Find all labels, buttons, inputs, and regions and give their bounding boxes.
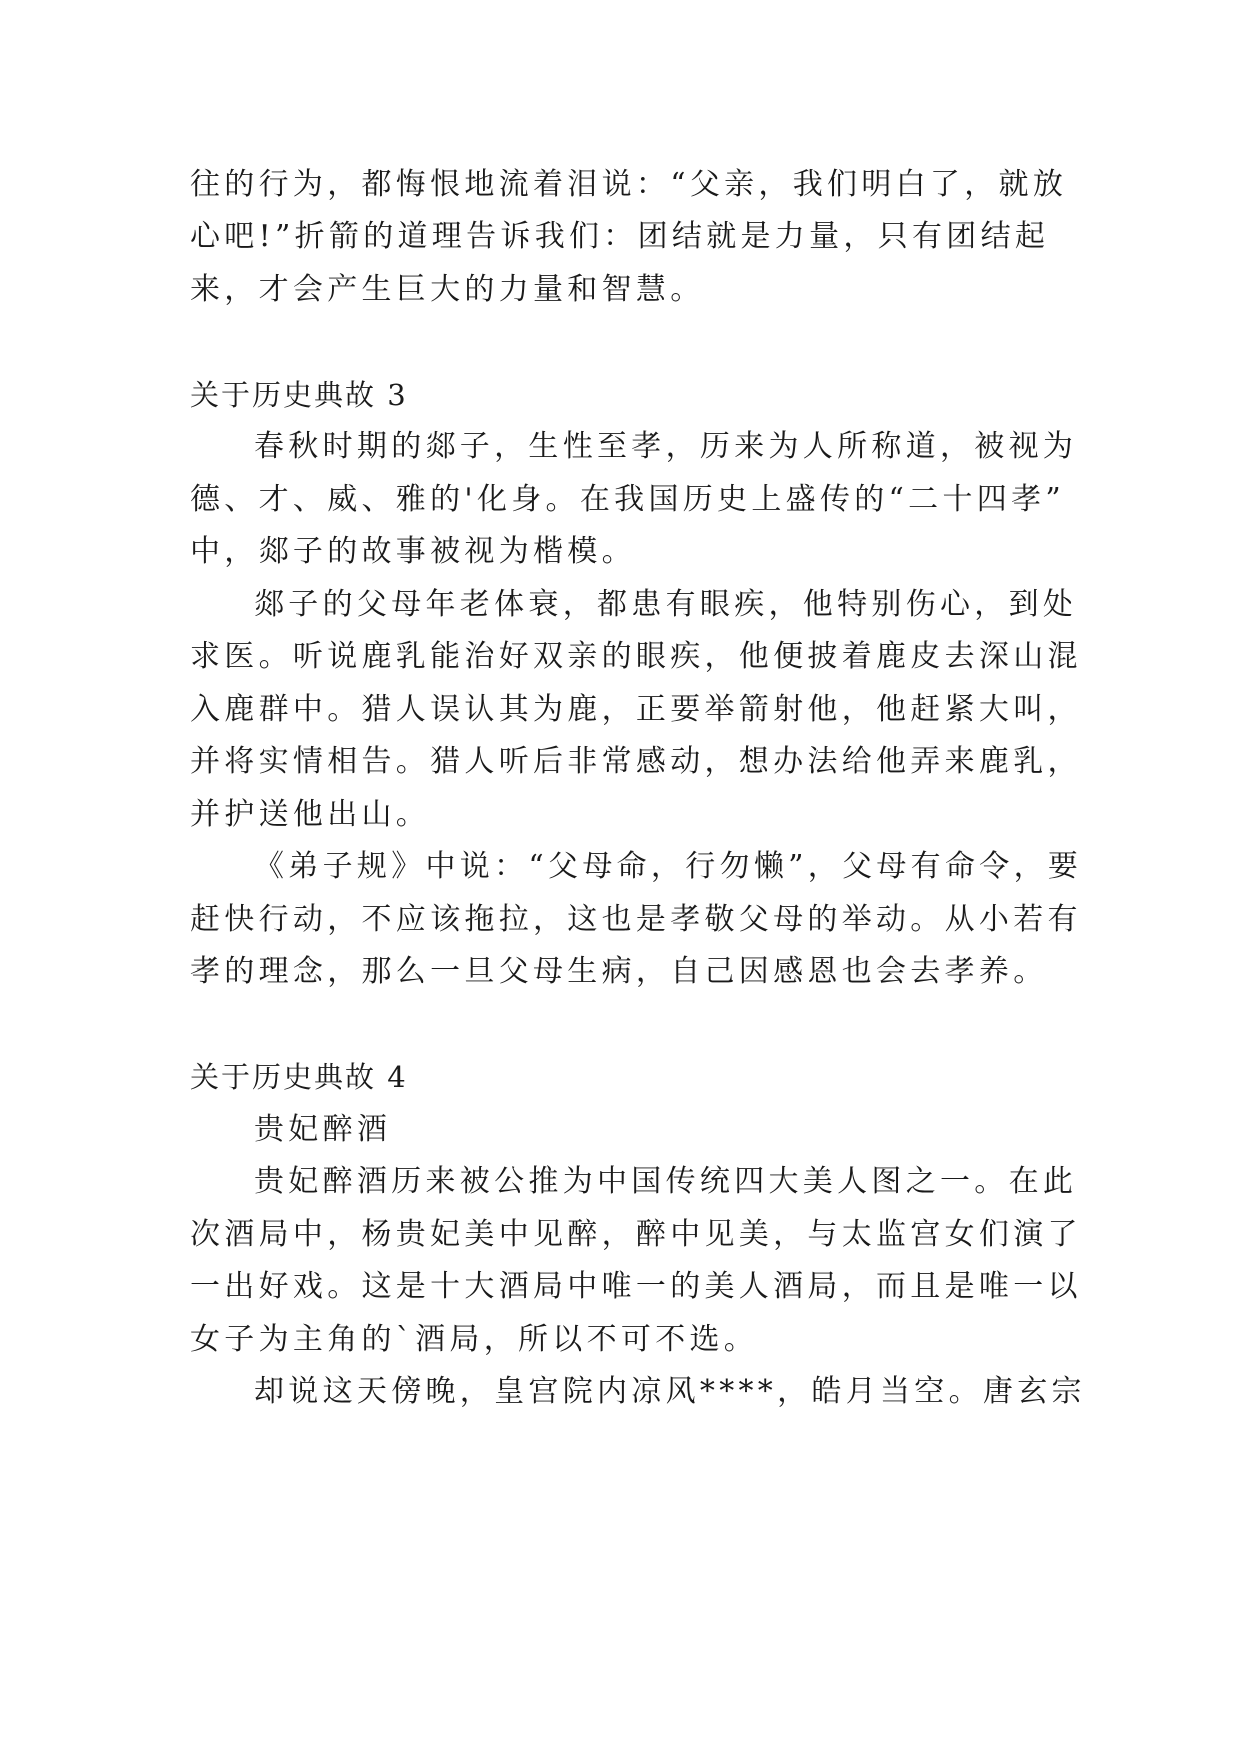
paragraph-line: 贵妃醉酒历来被公推为中国传统四大美人图之一。在此	[254, 1164, 1078, 1199]
paragraph-line: 并将实情相告。猎人听后非常感动，想办法给他弄来鹿乳，	[190, 744, 1082, 779]
paragraph-line: 赶快行动，不应该拖拉，这也是孝敬父母的举动。从小若有	[190, 902, 1082, 937]
paragraph-line: 来，才会产生巨大的力量和智慧。	[190, 272, 705, 307]
paragraph-line: 女子为主角的`酒局，所以不可不选。	[190, 1322, 759, 1357]
paragraph-line: 郯子的父母年老体衰，都患有眼疾，他特别伤心，到处	[254, 587, 1078, 622]
paragraph-line: 春秋时期的郯子，生性至孝，历来为人所称道，被视为	[254, 429, 1078, 464]
paragraph-line: 孝的理念，那么一旦父母生病，自己因感恩也会去孝养。	[190, 954, 1048, 989]
paragraph-line: 却说这天傍晚，皇宫院内凉风****，皓月当空。唐玄宗	[254, 1374, 1086, 1409]
paragraph-line: 《弟子规》中说：“父母命，行勿懒”，父母有命令，要	[254, 849, 1083, 884]
section-heading: 关于历史典故 3	[190, 378, 408, 412]
paragraph-line: 并护送他出山。	[190, 797, 431, 832]
section-heading: 关于历史典故 4	[190, 1060, 408, 1094]
paragraph-line: 心吧!”折箭的道理告诉我们：团结就是力量，只有团结起	[190, 219, 1050, 254]
paragraph-line: 次酒局中，杨贵妃美中见醉，醉中见美，与太监宫女们演了	[190, 1217, 1082, 1252]
paragraph-line: 求医。听说鹿乳能治好双亲的眼疾，他便披着鹿皮去深山混	[190, 639, 1082, 674]
paragraph-line: 一出好戏。这是十大酒局中唯一的美人酒局，而且是唯一以	[190, 1269, 1082, 1304]
paragraph-line: 入鹿群中。猎人误认其为鹿，正要举箭射他，他赶紧大叫，	[190, 692, 1082, 727]
paragraph-line: 往的行为，都悔恨地流着泪说：“父亲，我们明白了，就放	[190, 167, 1068, 202]
subheading: 贵妃醉酒	[254, 1112, 392, 1147]
paragraph-line: 德、才、威、雅的'化身。在我国历史上盛传的“二十四孝”	[190, 482, 1066, 517]
paragraph-line: 中，郯子的故事被视为楷模。	[190, 534, 636, 569]
